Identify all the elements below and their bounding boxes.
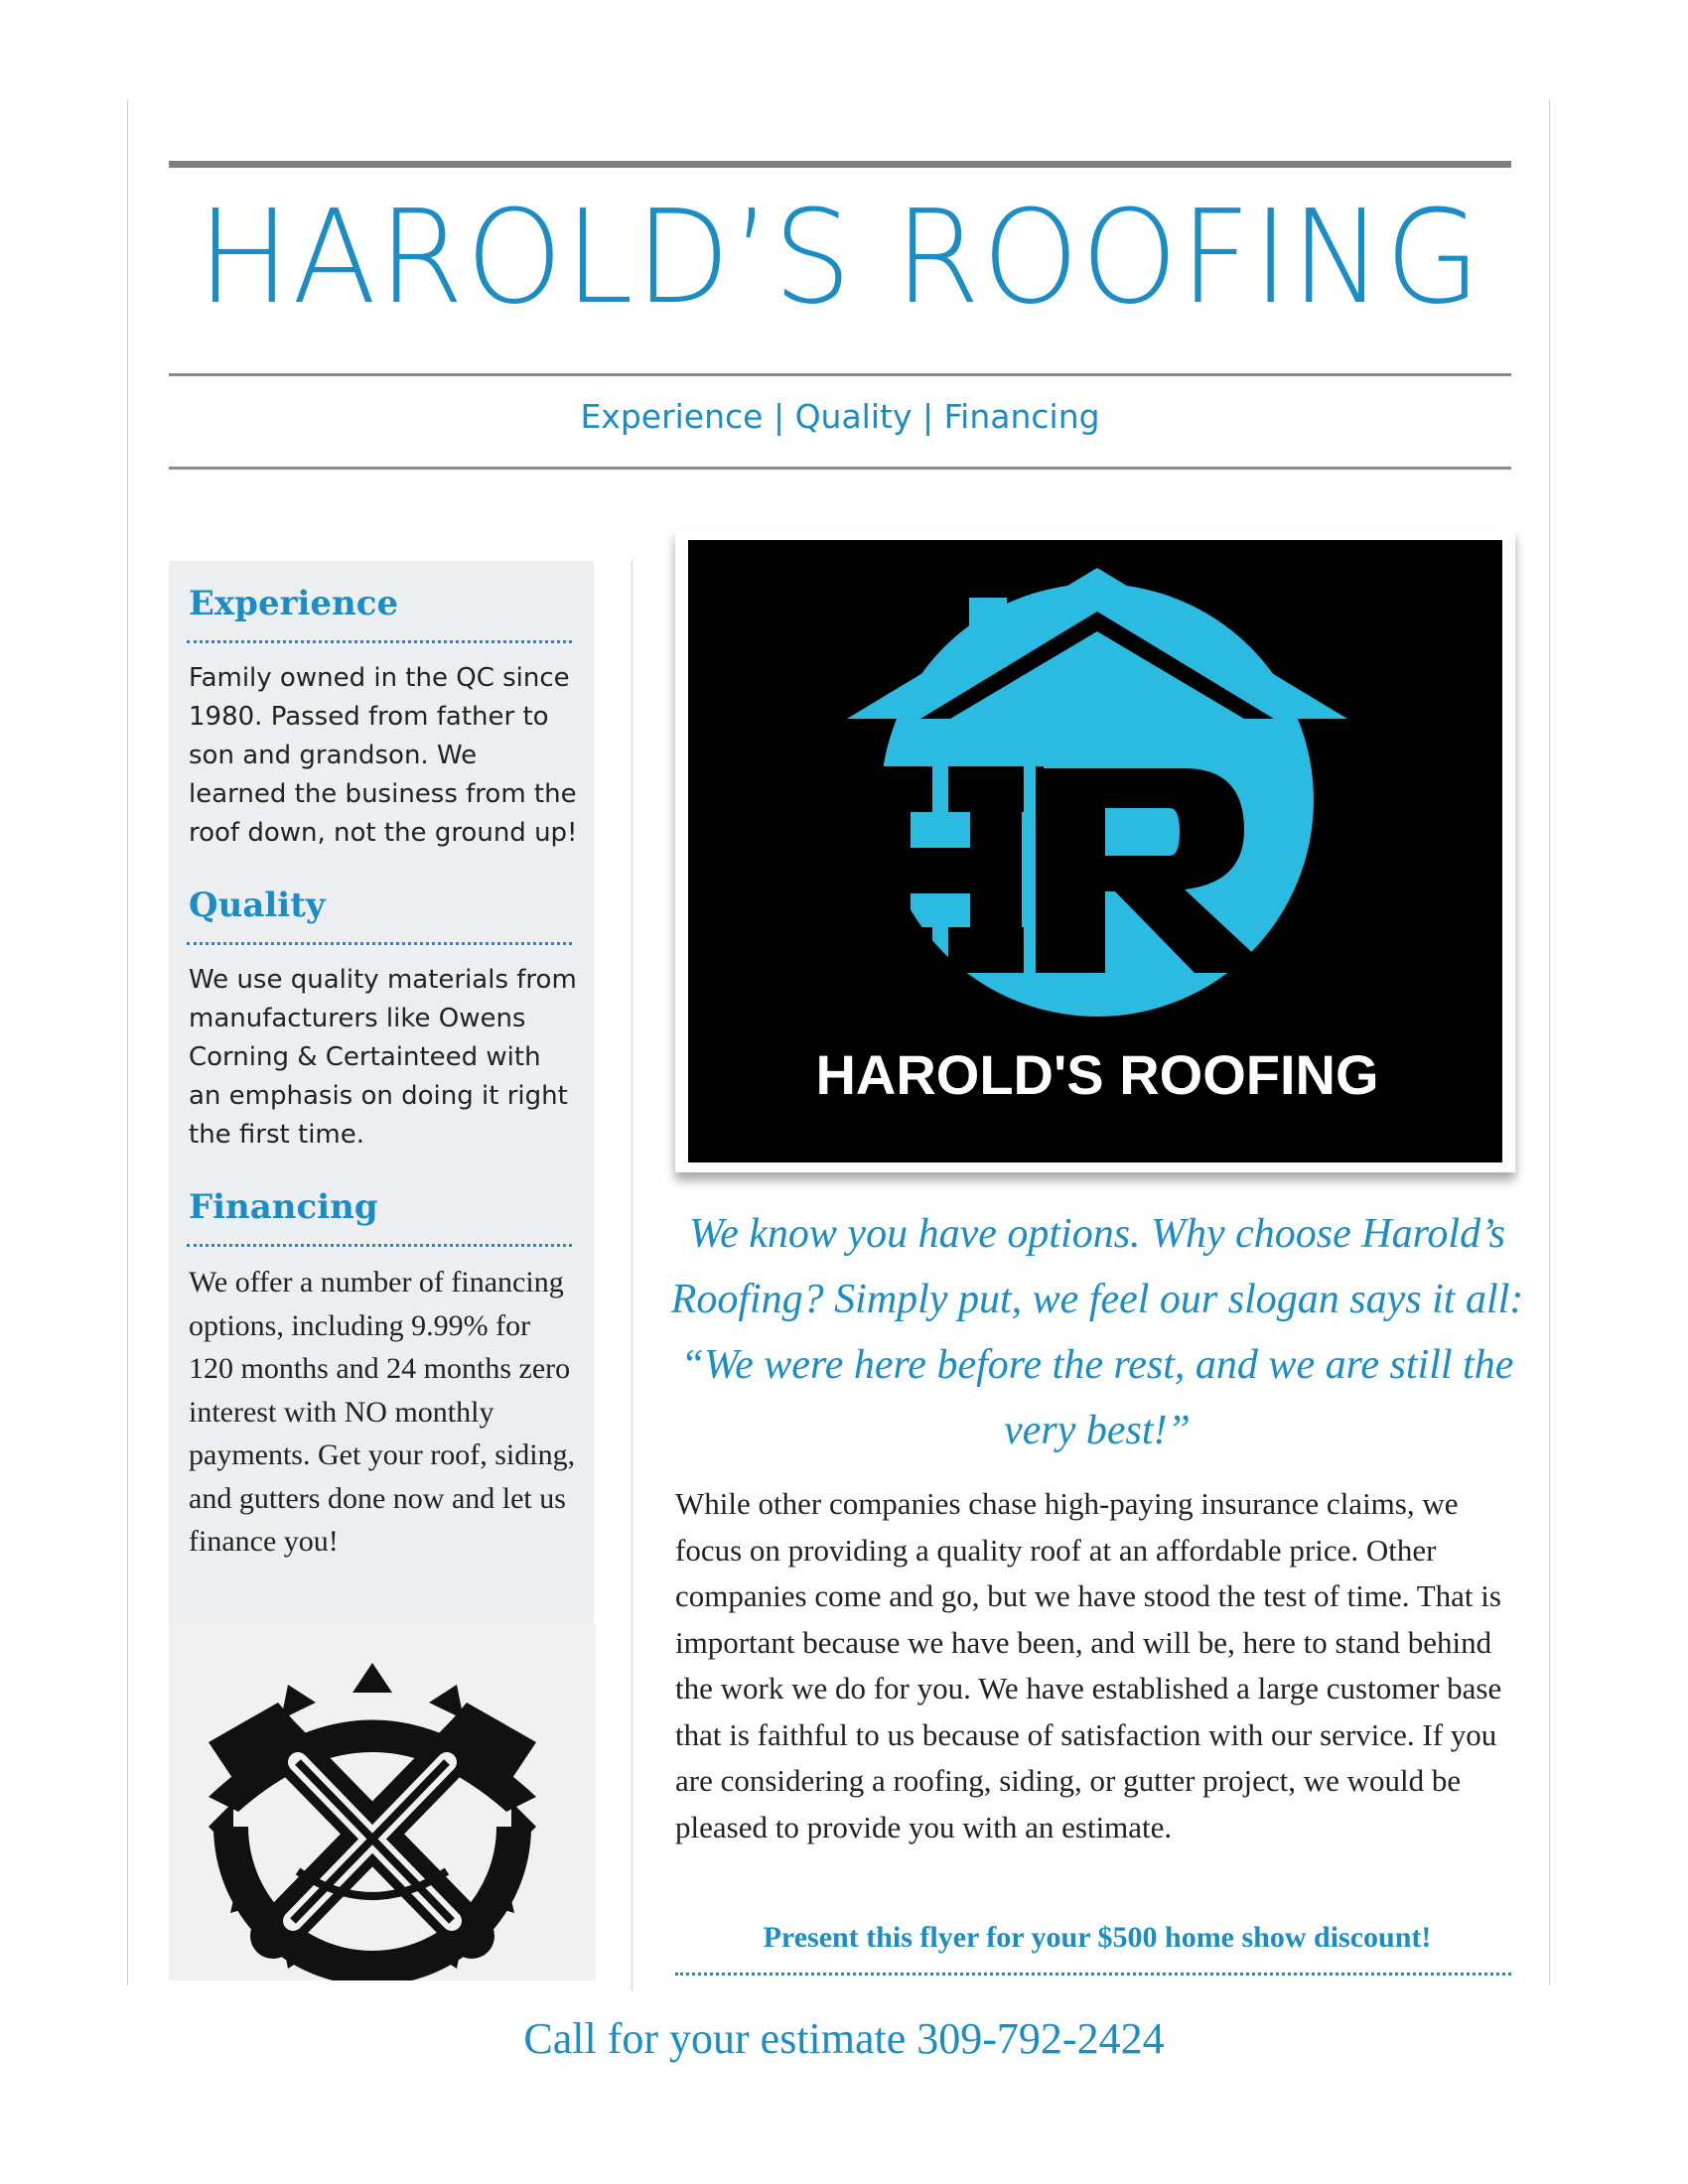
sidebar-heading-quality: Quality <box>189 886 326 925</box>
page-title: HAROLD’S ROOFING <box>197 183 1483 334</box>
body-paragraph: While other companies chase high-paying insurance claims, we focus on providing a quality roof at an affordable price. Other companies come and go, but we have stood the test of time. That is important because we have been, and will be, here to stand behind the work we do for you. We have established a large customer base that is faithful to us because of satisfaction with our service. If you are considering a roofing, siding, or gutter project, we would be pleased to provide you with an estimate. <box>675 1486 1502 1844</box>
page-edge-left <box>127 99 128 1985</box>
sidebar-divider-experience <box>187 640 572 643</box>
promo-divider <box>675 1973 1511 1976</box>
sidebar-text-experience: Family owned in the QC since 1980. Passed from father to son and grandson. We learned the business from the roof down, not the ground up! <box>189 663 578 848</box>
sidebar-heading-experience: Experience <box>189 584 399 623</box>
logo-background <box>688 540 1502 1162</box>
tools-illustration <box>169 1623 596 1980</box>
sidebar-text-financing: We offer a number of financing options, including 9.99% for 120 months and 24 months zero interest with NO monthly payments. Get your roof, siding, and gutters done now and let us finance you! <box>189 1266 576 1558</box>
call-to-action-phone: Call for your estimate 309-792-2424 <box>523 2014 1165 2063</box>
house-logo-icon <box>688 540 1502 1162</box>
company-logo <box>675 529 1515 1172</box>
sidebar-divider-financing <box>187 1244 572 1247</box>
slogan-quote: We know you have options. Why choose Harold’s Roofing? Simply put, we feel our slogan says it all: “We were here before the rest, and we are still the very best!” <box>670 1211 1524 1453</box>
sidebar-divider-quality <box>187 942 572 945</box>
logo-company-name: HAROLD'S ROOFING <box>815 1043 1379 1106</box>
header-top-rule <box>169 161 1511 168</box>
tagline: Experience | Quality | Financing <box>580 397 1100 436</box>
header-rule-upper <box>169 373 1511 376</box>
sidebar-heading-financing: Financing <box>189 1187 378 1227</box>
discount-promo: Present this flyer for your $500 home show discount! <box>763 1921 1432 1954</box>
column-divider <box>632 561 633 1990</box>
page-edge-right <box>1549 99 1550 1985</box>
header-rule-lower <box>169 467 1511 470</box>
sidebar-text-quality: We use quality materials from manufacturers like Owens Corning & Certainteed with an emphasis on doing it right the first time. <box>189 965 577 1150</box>
crossed-hammers-saw-icon <box>169 1623 596 1980</box>
